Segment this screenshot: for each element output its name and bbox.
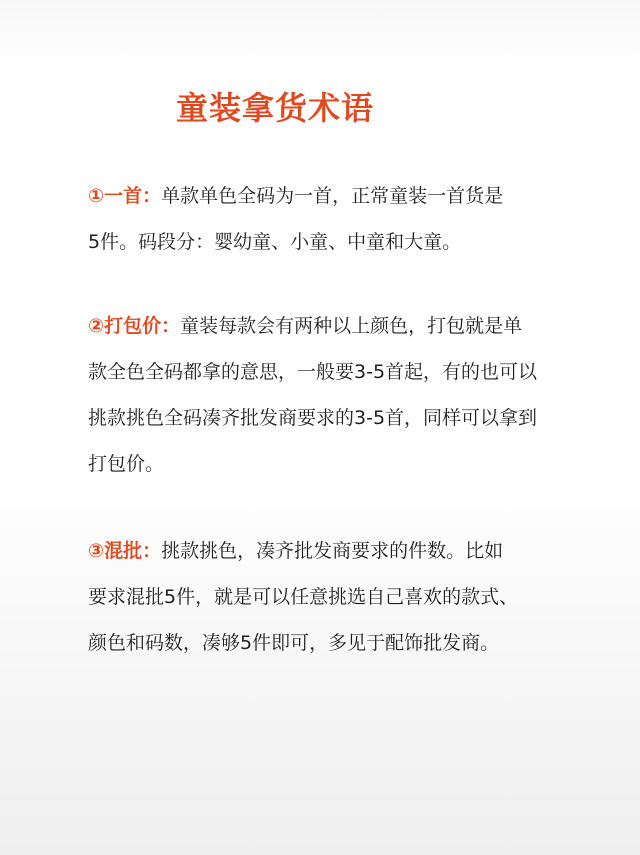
term-label: ②打包价： (88, 315, 181, 337)
term-text-line: 颜色和码数，凑够5件即可，多见于配饰批发商。 (88, 632, 500, 654)
term-text-line: 款全色全码都拿的意思，一般要3-5首起，有的也可以 (88, 361, 538, 383)
term-section-dabaojia (88, 303, 568, 487)
term-label: ③混批： (88, 540, 162, 562)
page-title: 童装拿货术语 (175, 89, 374, 127)
term-text-line: 挑款挑色全码凑齐批发商要求的3-5首，同样可以拿到 (88, 407, 538, 429)
term-section-yishou (88, 173, 568, 265)
term-text-line: 要求混批5件，就是可以任意挑选自己喜欢的款式、 (88, 586, 519, 608)
term-text-line: 童装每款会有两种以上颜色，打包就是单 (180, 315, 523, 337)
term-text-line: 打包价。 (88, 453, 165, 475)
term-section-hunpi (88, 528, 568, 666)
term-label: ①一首： (88, 185, 162, 207)
term-text-line: 挑款挑色，凑齐批发商要求的件数。比如 (161, 540, 504, 562)
term-text-line: 单款单色全码为一首，正常童装一首货是 (161, 185, 504, 207)
term-text-line: 5件。码段分：婴幼童、小童、中童和大童。 (88, 231, 462, 253)
